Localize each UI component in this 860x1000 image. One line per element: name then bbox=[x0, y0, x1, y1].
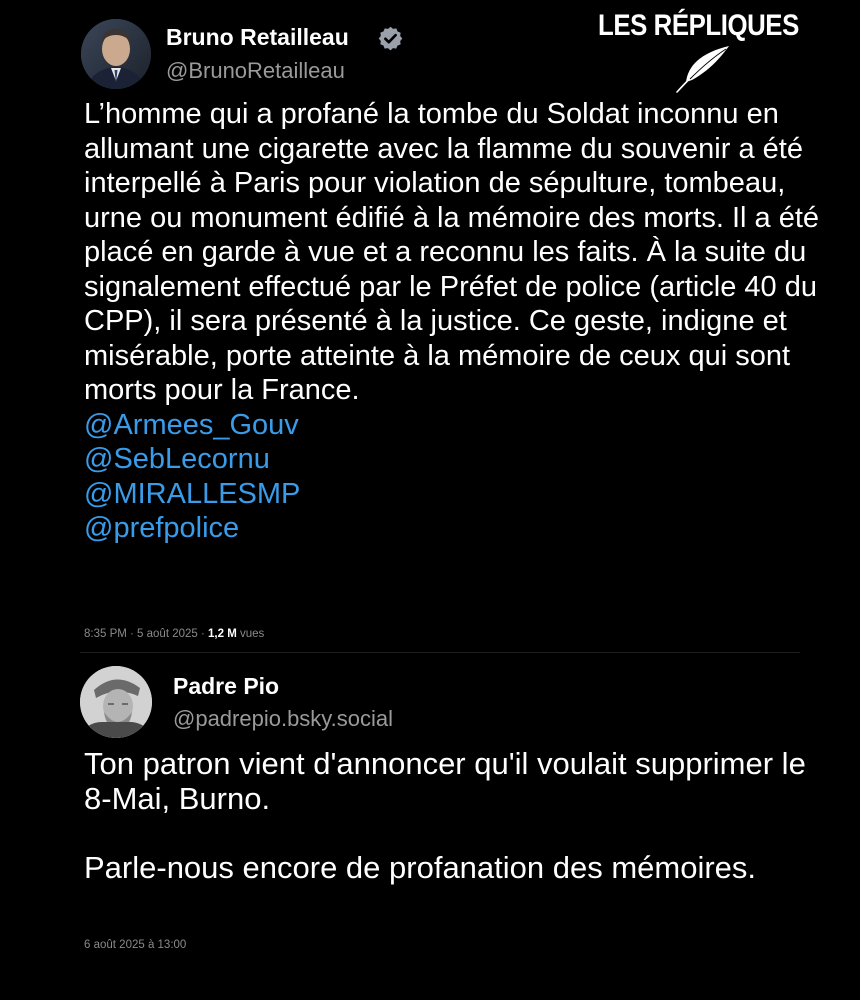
sketch-avatar-image bbox=[80, 666, 152, 738]
portrait-avatar-image bbox=[81, 19, 151, 89]
author-handle[interactable]: @BrunoRetailleau bbox=[166, 58, 345, 83]
reply-timestamp[interactable]: 6 août 2025 à 13:00 bbox=[84, 939, 187, 951]
tweet-body-text: L’homme qui a profané la tombe du Soldat inconnu en allumant une cigarette avec la flamme du souvenir a été interpellé à Paris pour violation de sépulture, tombeau, urne ou monument édifié à la mémoire des morts. Il a été placé en garde à vue et a reconnu les faits. À la suite du signalement effectué par le Préfet de police (article 40 du CPP), il sera présenté à la justice. Ce geste, indigne et misérable, porte atteinte à la mémoire de ceux qui sont morts pour la France. bbox=[84, 98, 820, 406]
brand-title: LES RÉPLIQUES bbox=[598, 9, 799, 42]
tweet-timestamp[interactable]: 8:35 PM · 5 août 2025 · bbox=[84, 628, 209, 640]
views-count: 1,2 M bbox=[208, 628, 237, 640]
author-avatar-padre-pio[interactable] bbox=[80, 666, 152, 738]
mention-link[interactable]: @MIRALLESMP bbox=[84, 477, 301, 510]
reply-paragraph: Ton patron vient d'annoncer qu'il voulait supprimer le 8-Mai, Burno. bbox=[84, 746, 806, 816]
tweet-text bbox=[84, 97, 824, 546]
author-avatar-bruno-retailleau[interactable] bbox=[81, 19, 151, 89]
reply-author-handle[interactable]: @padrepio.bsky.social bbox=[173, 706, 394, 731]
mention-link[interactable]: @SebLecornu bbox=[84, 443, 270, 475]
mention-link[interactable]: @prefpolice bbox=[84, 512, 240, 544]
verified-badge-icon bbox=[377, 25, 404, 52]
reply-text bbox=[84, 747, 824, 885]
views-label: vues bbox=[236, 628, 265, 640]
tweet-meta bbox=[84, 628, 264, 640]
feather-icon bbox=[674, 44, 732, 94]
author-name[interactable]: Bruno Retailleau bbox=[166, 24, 349, 50]
reply-paragraph: Parle-nous encore de profanation des mémoires. bbox=[84, 849, 757, 885]
divider bbox=[80, 652, 800, 653]
reply-author-name[interactable]: Padre Pio bbox=[173, 673, 280, 699]
mention-link[interactable]: @Armees_Gouv bbox=[84, 408, 299, 441]
